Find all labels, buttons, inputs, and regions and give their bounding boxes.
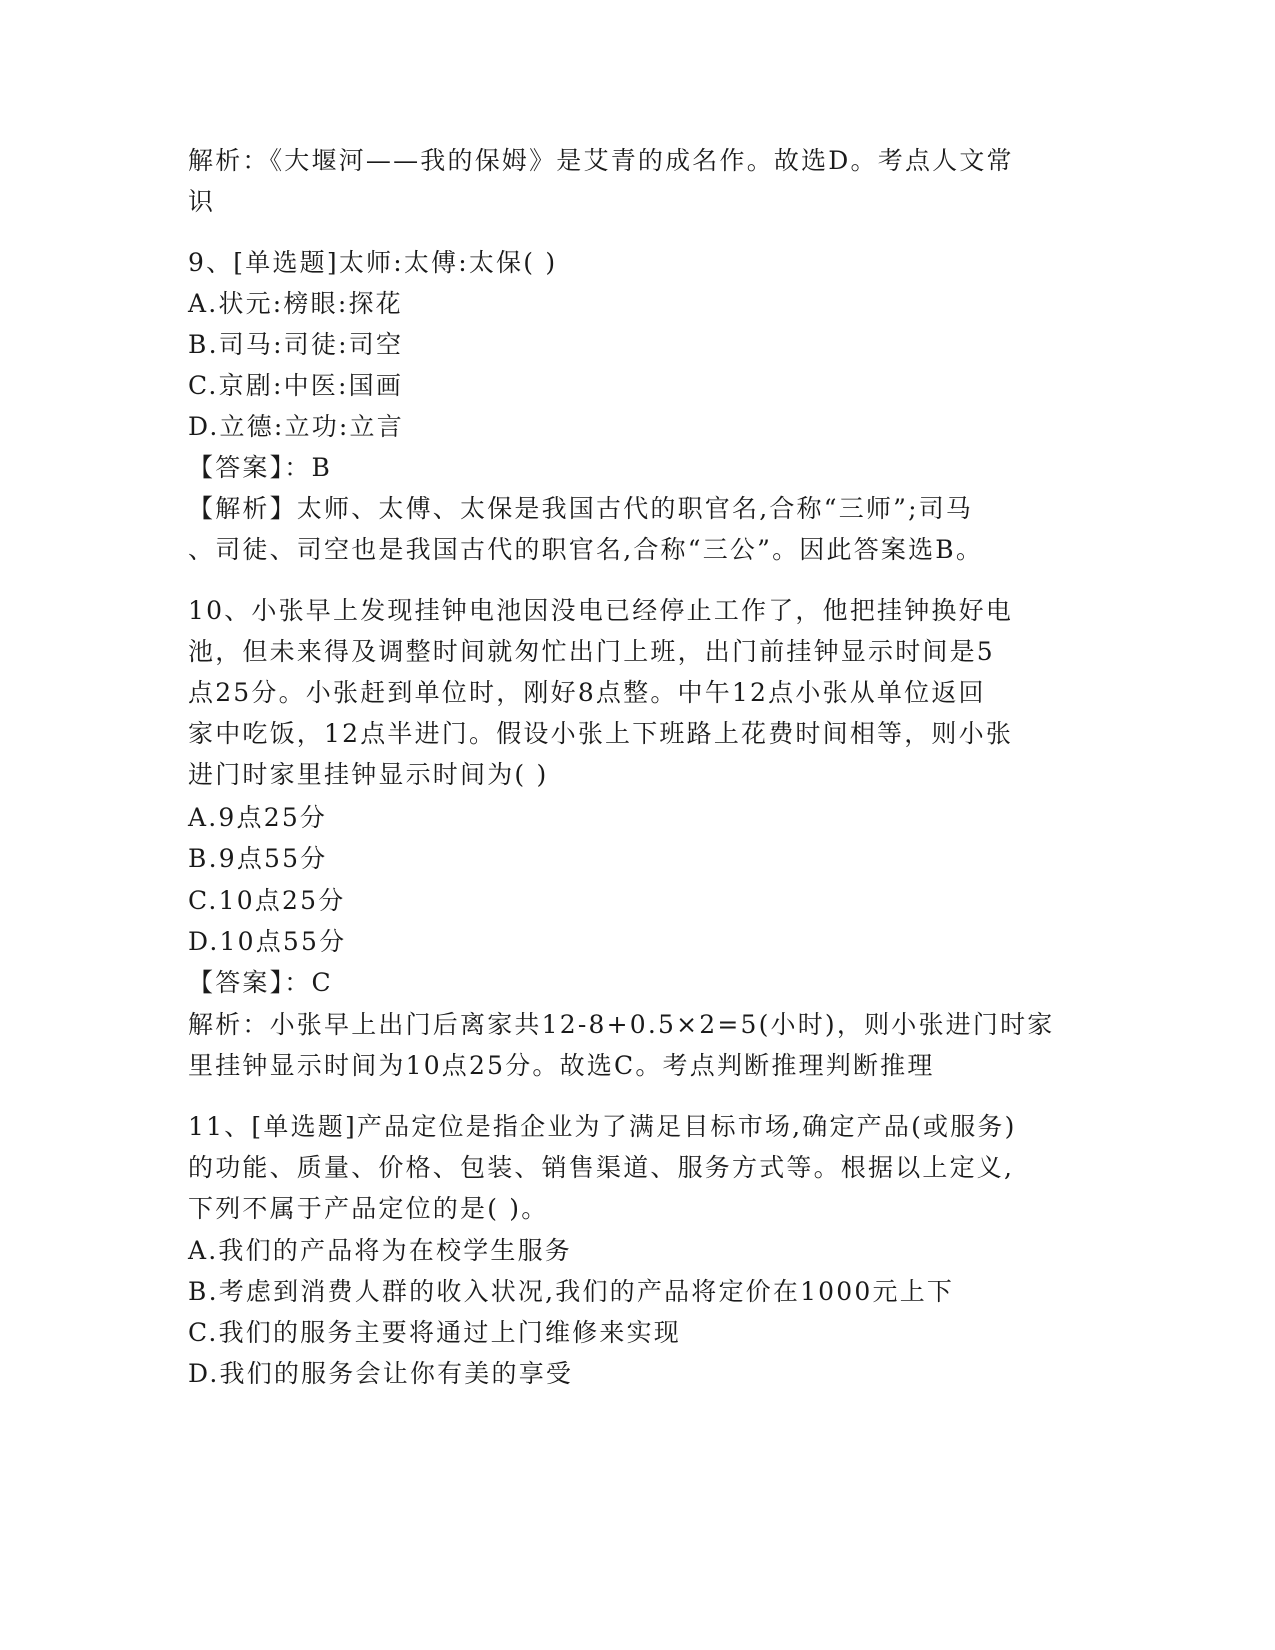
- question-10-analysis-line: 解析：小张早上出门后离家共12-8+0.5×2=5(小时)，则小张进门时家: [188, 1010, 1055, 1039]
- question-10-text-line: 点25分。小张赶到单位时，刚好8点整。中午12点小张从单位返回: [188, 678, 986, 707]
- question-11-option-c: C.我们的服务主要将通过上门维修来实现: [188, 1318, 681, 1347]
- question-9-option-b: B.司马:司徒:司空: [188, 330, 404, 359]
- question-10-option-a: A.9点25分: [188, 803, 328, 832]
- question-11-option-a: A.我们的产品将为在校学生服务: [188, 1236, 573, 1265]
- question-11-text-line: 下列不属于产品定位的是( )。: [188, 1194, 549, 1223]
- question-10-answer: 【答案】：C: [188, 968, 333, 997]
- analysis-line: 解析：《大堰河——我的保姆》是艾青的成名作。故选D。考点人文常: [188, 146, 1014, 175]
- question-10-text-line: 10、小张早上发现挂钟电池因没电已经停止工作了，他把挂钟换好电: [188, 596, 1014, 625]
- question-10-text-line: 进门时家里挂钟显示时间为( ): [188, 760, 549, 789]
- question-9-option-c: C.京剧:中医:国画: [188, 371, 404, 400]
- question-11-text-line: 的功能、质量、价格、包装、销售渠道、服务方式等。根据以上定义,: [188, 1153, 1015, 1182]
- question-9-text: 9、[单选题]太师:太傅:太保( ): [188, 248, 558, 277]
- question-11-option-d: D.我们的服务会让你有美的享受: [188, 1359, 574, 1388]
- question-9-option-d: D.立德:立功:立言: [188, 412, 404, 441]
- question-11-text-line: 11、[单选题]产品定位是指企业为了满足目标市场,确定产品(或服务): [188, 1112, 1017, 1141]
- question-9-option-a: A.状元:榜眼:探花: [188, 289, 403, 318]
- question-10-option-c: C.10点25分: [188, 886, 346, 915]
- question-10-analysis-line: 里挂钟显示时间为10点25分。故选C。考点判断推理判断推理: [188, 1051, 935, 1080]
- question-10-text-line: 池，但未来得及调整时间就匆忙出门上班，出门前挂钟显示时间是5: [188, 637, 995, 666]
- question-9-analysis-line: 【解析】太师、太傅、太保是我国古代的职官名,合称“三师”;司马: [188, 494, 974, 523]
- question-9-analysis-line: 、司徒、司空也是我国古代的职官名,合称“三公”。因此答案选B。: [188, 535, 984, 564]
- question-9-answer: 【答案】：B: [188, 453, 333, 482]
- analysis-line: 识: [188, 187, 216, 216]
- question-10-option-b: B.9点55分: [188, 844, 328, 873]
- question-10-text-line: 家中吃饭，12点半进门。假设小张上下班路上花费时间相等，则小张: [188, 719, 1014, 748]
- question-10-option-d: D.10点55分: [188, 927, 347, 956]
- question-11-option-b: B.考虑到消费人群的收入状况,我们的产品将定价在1000元上下: [188, 1277, 955, 1306]
